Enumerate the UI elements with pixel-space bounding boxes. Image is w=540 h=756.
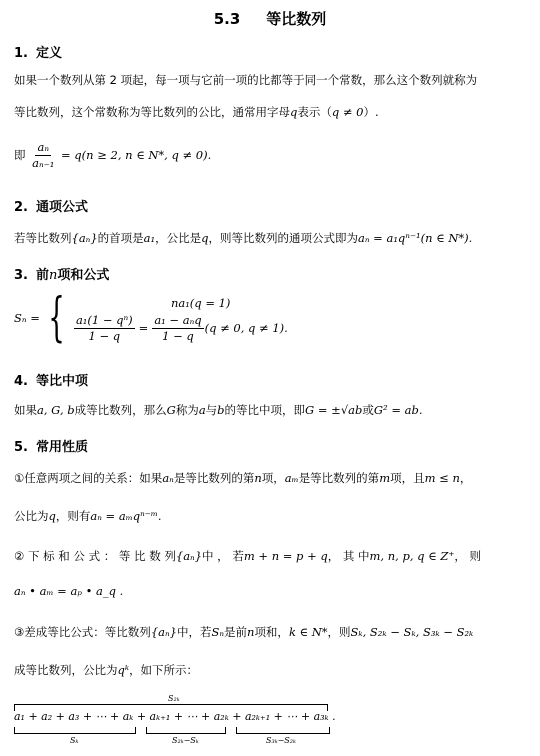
- geometric-mean-line: 如果a, G, b成等比数列，那么G称为a与b的等比中项，即G = ±√ab或G² = ab.: [14, 403, 423, 417]
- underbrace-S2k-Sk: [146, 727, 226, 734]
- underbrace-Sk: [14, 727, 136, 734]
- section-heading-properties: 5. 常用性质: [14, 440, 88, 455]
- underbrace-S3k-S2k: [236, 727, 330, 734]
- definition-line-1: 如果一个数列从第 2 项起，每一项与它前一项的比都等于同一个常数，那么这个数列就称为: [14, 73, 478, 87]
- label-S3k-S2k: S₃ₖ−S₂ₖ: [266, 736, 296, 745]
- left-brace: {: [48, 288, 65, 348]
- label-S2k-Sk: S₂ₖ−Sₖ: [172, 736, 199, 745]
- sum-group-1: a₁ + a₂ + a₃ + ⋯ + aₖ: [14, 710, 134, 723]
- partial-sum-formula: Sₙ = { na₁(q = 1) $\frac{\text{a₁(1 − qⁿ)}}{1 - q}$ = $\frac{\text{a₁ − aₙq}}{1 - q}$ (q ≠ 0, q ≠ 1) .: [14, 288, 288, 348]
- property-3-line-2: 成等比数列，公比为qᵏ，如下所示：: [14, 663, 199, 677]
- section-heading-general-term: 2. 通项公式: [14, 200, 88, 215]
- section-heading-partial-sum: 3. 前n项和公式: [14, 268, 110, 283]
- sum-group-3: a₂ₖ₊₁ + ⋯ + a₃ₖ: [244, 710, 329, 723]
- ratio-fraction: $\frac{\text{aₙ}}{\text{aₙ₋₁}}$: [32, 140, 55, 170]
- definition-line-2: 等比数列，这个常数称为等比数列的公比，通常用字母q表示（q ≠ 0）.: [14, 105, 379, 119]
- property-1-line-1: ①任意两项之间的关系：如果aₙ是等比数列的第n项，aₘ是等比数列的第m项，且m ≤ n，: [14, 471, 472, 485]
- sum-expression: a₁ + a₂ + a₃ + ⋯ + aₖ + aₖ₊₁ + ⋯ + a₂ₖ + a₂ₖ₊₁ + ⋯ + a₃ₖ .: [14, 710, 336, 723]
- title-number: 5.3: [213, 10, 241, 28]
- label-S2k: S₂ₖ: [168, 694, 180, 703]
- section-heading-definition: 1. 定义: [14, 46, 62, 61]
- property-1-line-2: 公比为q，则有aₙ = aₘqⁿ⁻ᵐ.: [14, 509, 162, 523]
- section-heading-geometric-mean: 4. 等比中项: [14, 374, 88, 389]
- property-3-line-1: ③差成等比公式：等比数列{aₙ}中，若Sₙ是前n项和，k ∈ N*，则Sₖ, S₂ₖ − Sₖ, S₃ₖ − S₂ₖ: [14, 625, 474, 639]
- property-2-line-2: aₙ • aₘ = aₚ • a_q .: [14, 584, 124, 598]
- property-2-line-1: ② 下 标 和 公 式 ： 等 比 数 列{aₙ}中 ， 若m + n = p + q， 其 中m, n, p, q ∈ Z⁺， 则: [14, 549, 482, 563]
- definition-formula: 即 $\frac{\text{aₙ}}{\text{aₙ₋₁}}$ = q(n ≥ 2, n ∈ N*, q ≠ 0).: [14, 140, 212, 170]
- label-Sk: Sₖ: [70, 736, 79, 745]
- page-title: [0, 8, 540, 29]
- sum-group-2: aₖ₊₁ + ⋯ + a₂ₖ: [149, 710, 229, 723]
- general-term-line: 若等比数列{aₙ}的首项是a₁，公比是q，则等比数列的通项公式即为aₙ = a₁qⁿ⁻¹(n ∈ N*).: [14, 231, 473, 245]
- title-text: 等比数列: [266, 10, 327, 28]
